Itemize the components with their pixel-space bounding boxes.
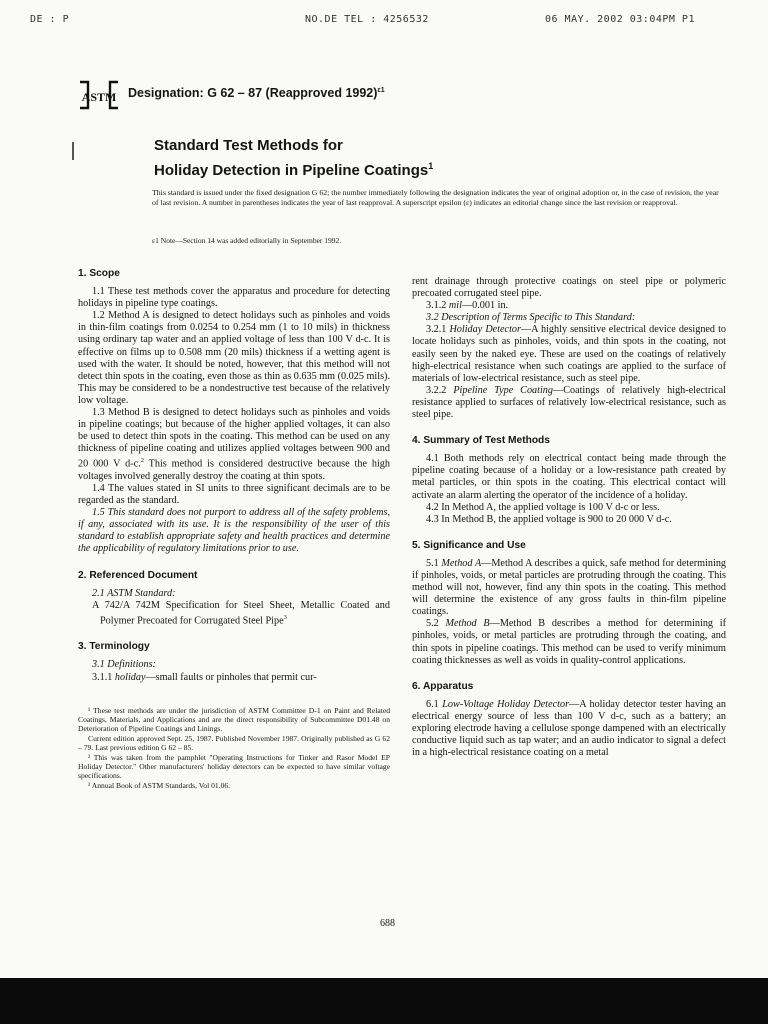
document-title xyxy=(154,136,433,181)
astm-logo xyxy=(78,78,120,112)
para-1-3-b: This method is considered destructive because the high voltages involved generally destroy the coating at thin spots. xyxy=(78,458,390,482)
designation-epsilon: ε1 xyxy=(377,86,385,94)
para-3-2-2-num: 3.2.2 xyxy=(426,384,454,396)
designation-code: G 62 – 87 (Reapproved 1992) xyxy=(207,86,378,100)
term-holiday-detector: Holiday Detector xyxy=(449,324,521,336)
para-3-1-1-num: 3.1.1 xyxy=(92,671,115,683)
para-3-1-1-continued: rent drainage through protective coatings on steel pipe or polymeric precoated corrugated steel pipe. xyxy=(412,276,726,300)
para-3-1-2 xyxy=(412,300,726,312)
para-3-2-2 xyxy=(412,385,726,421)
left-column xyxy=(78,268,390,790)
para-5-2-num: 5.2 xyxy=(426,618,446,630)
para-4-2: 4.2 In Method A, the applied voltage is 100 V d-c or less. xyxy=(426,501,660,513)
summary-heading: 4. Summary of Test Methods xyxy=(412,435,550,447)
para-4-1: 4.1 Both methods rely on electrical contact being made through the pipeline coating because of a holiday or a low-resistance path created by metal particles, or thin spots in the coating. This electrical contact will activate an alarm alerting the operator of the incidence of a holiday. xyxy=(412,453,726,501)
scan-bottom-edge xyxy=(0,978,768,1024)
para-3-2-1-num: 3.2.1 xyxy=(426,324,450,336)
term-mil: mil xyxy=(448,300,462,312)
footnote-2: ² This was taken from the pamphlet "Operating Instructions for Tinker and Rasor Model EP Holiday Detector." Other manufacturers' holiday detectors can be expected to have similar voltage specifications. xyxy=(78,752,390,781)
para-3-1-2-num: 3.1.2 xyxy=(426,300,449,312)
footnote-3: ³ Annual Book of ASTM Standards, Vol 01.06. xyxy=(88,780,231,790)
para-1-2: 1.2 Method A is designed to detect holidays such as pinholes and voids in thin-film coatings from 0.0254 to 0.254 mm (1 to 10 mils) in thickness using ordinary tap water and an applied voltage of less than 100 V d-c. It is effective on films up to 0.508 mm (20 mils) thickness if a wetting agent is used with the water. It should be noted, however, that this method will not detect thin spots in the coating, even those as thin as 0.635 mm (0.025 mils). This may be considered to be a nondestructive test because of the relatively low voltage. xyxy=(78,310,390,406)
title-line-2: Holiday Detection in Pipeline Coatings xyxy=(154,162,429,179)
scope-heading: 1. Scope xyxy=(78,268,120,279)
para-3-2-1-text: —A highly sensitive electrical device designed to locate holidays such as pinholes, voids, and thin spots in the coating, not easily seen by the naked eye. These are used on the coatings of relatively high-electrical resistance when such coatings are applied to the surface of materials of low-electrical resistance, such as steel pipe. xyxy=(412,324,727,384)
para-6-1-num: 6.1 xyxy=(426,698,443,710)
para-3-2-2-text: —Coatings of relatively high-electrical resistance applied to surfaces of relatively low-electrical resistance, such as steel pipe. xyxy=(412,384,726,421)
para-5-1-num: 5.1 xyxy=(426,557,442,569)
footnote-ref-3: 3 xyxy=(283,613,287,621)
para-3-2-1 xyxy=(412,324,726,384)
referenced-document-heading: 2. Referenced Document xyxy=(78,569,198,581)
para-6-1-text: —A holiday detector tester having an electrical energy source of less than 100 V d-c, such as a battery; an exploring electrode having a cellulose sponge dampened with an electrically conductive liquid such as tap water; and an audio indicator to signal a defect in a high-electrical resistance coating on a metal xyxy=(412,698,727,759)
term-low-voltage-detector: Low-Voltage Holiday Detector xyxy=(442,698,570,710)
para-1-5-text: 1.5 This standard does not purport to address all of the safety problems, if any, associated with its use. It is the responsibility of the user of this standard to establish appropriate safety and health practices and determine the applicability of regulatory limitations prior to use. xyxy=(78,507,390,555)
designation-line xyxy=(128,86,385,100)
para-3-1 xyxy=(78,659,390,671)
para-2-1-text: 2.1 ASTM Standard: xyxy=(92,587,176,599)
term-method-b: Method B xyxy=(445,618,490,630)
standard-intro-note: This standard is issued under the fixed designation G 62; the number immediately following the designation indicates the year of original adoption or, in the case of revision, the year of last revision. A number in parentheses indicates the year of last reapproval. A superscript epsilon (ε) indicates an editorial change since the last revision or reapproval. xyxy=(152,188,719,207)
para-3-2 xyxy=(412,312,726,324)
para-3-2-text: 3.2 Description of Terms Specific to This Standard: xyxy=(426,312,636,324)
para-2-1 xyxy=(78,588,390,600)
para-5-1-text: —Method A describes a quick, safe method for determining if pinholes, voids, or metal particles are protruding through the coating. This method will not, however, find any thin spots in the coating. This method will determine the existence of any gross faults in thin-film pipeline coatings. xyxy=(412,557,727,618)
para-3-1-text: 3.1 Definitions: xyxy=(92,659,156,671)
term-holiday: holiday xyxy=(114,671,146,683)
para-3-1-2-text: —0.001 in. xyxy=(461,300,509,312)
para-4-3: 4.3 In Method B, the applied voltage is 900 to 20 000 V d-c. xyxy=(426,513,672,525)
title-footnote-ref: 1 xyxy=(428,161,434,171)
footnote-1b: Current edition approved Sept. 25, 1987. Published November 1987. Originally published as G 62 – 79. Last previous edition G 62 – 85. xyxy=(78,733,390,753)
footnotes xyxy=(78,706,390,791)
title-line-1: Standard Test Methods for xyxy=(154,137,343,154)
para-6-1 xyxy=(412,699,726,759)
footnote-1: ¹ These test methods are under the jurisdiction of ASTM Committee D-1 on Paint and Related Coatings, Materials, and Applications and are the direct responsibility of Subcommittee D01.48 on Deterioration of Pipeline Coatings and Linings. xyxy=(78,705,390,734)
apparatus-heading: 6. Apparatus xyxy=(412,680,474,692)
fax-header-right: 06 MAY. 2002 03:04PM P1 xyxy=(545,14,695,25)
fax-header-center: NO.DE TEL : 4256532 xyxy=(305,14,429,25)
logo-text: ASTM xyxy=(81,90,117,104)
para-3-1-1-text: —small faults or pinholes that permit cur- xyxy=(145,671,317,683)
designation-label: Designation: xyxy=(128,86,204,100)
para-1-1: 1.1 These test methods cover the apparatus and procedure for detecting holidays in pipeline type coatings. xyxy=(78,286,390,310)
margin-mark xyxy=(72,142,74,160)
significance-heading: 5. Significance and Use xyxy=(412,539,526,551)
para-1-4: 1.4 The values stated in SI units to three significant decimals are to be regarded as the standard. xyxy=(78,482,390,507)
right-column xyxy=(412,276,726,759)
editorial-note: ε1 Note—Section 14 was added editorially in September 1992. xyxy=(152,236,342,245)
para-3-1-1 xyxy=(78,672,390,684)
para-5-2 xyxy=(412,618,726,666)
terminology-heading: 3. Terminology xyxy=(78,641,150,653)
term-pipeline-type-coating: Pipeline Type Coating xyxy=(453,384,553,396)
para-1-3-a: 1.3 Method B is designed to detect holidays such as pinholes and voids in pipeline coatings; but because of the higher applied voltages, it can also be used to detect thin spots in the coating. This method can be used on any thickness of pipeline coating and utilizes applied voltages between 900 and 20 000 V d-c. xyxy=(78,407,390,470)
para-1-3 xyxy=(78,407,390,483)
page-number: 688 xyxy=(380,918,395,929)
footnote-ref-2: 2 xyxy=(140,457,144,465)
a742-text: A 742/A 742M Specification for Steel Sheet, Metallic Coated and Polymer Precoated for Corrugated Steel Pipe xyxy=(92,599,390,627)
para-1-5 xyxy=(78,507,390,555)
term-method-a: Method A xyxy=(441,557,482,569)
fax-header-left: DE : P xyxy=(30,14,70,25)
referenced-standard-a742 xyxy=(78,600,390,628)
para-5-1 xyxy=(412,558,726,618)
para-5-2-text: —Method B describes a method for determining if pinholes, voids, or metal particles are protruding through the coating, and thin spots in pipeline coatings. This method can be used to verify minimum coating thicknesses as well as voids in quality-control applications. xyxy=(412,618,727,666)
